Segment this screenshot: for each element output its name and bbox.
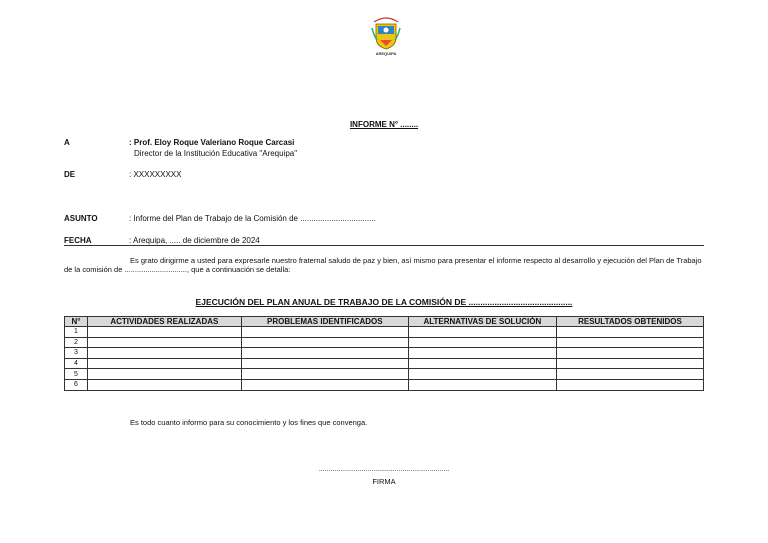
field-asunto-label: ASUNTO bbox=[64, 214, 98, 223]
col-header-number: N° bbox=[65, 317, 88, 327]
table-cell[interactable] bbox=[408, 369, 556, 380]
logo-caption: AREQUIPA bbox=[375, 51, 397, 56]
table-cell[interactable] bbox=[241, 327, 408, 338]
table-cell[interactable] bbox=[241, 337, 408, 348]
table-cell[interactable] bbox=[556, 369, 703, 380]
table-cell[interactable] bbox=[408, 348, 556, 359]
col-header-problems: PROBLEMAS IDENTIFICADOS bbox=[241, 317, 408, 327]
table-cell[interactable] bbox=[87, 337, 241, 348]
table-cell[interactable] bbox=[408, 327, 556, 338]
table-cell[interactable] bbox=[87, 348, 241, 359]
activities-table bbox=[64, 316, 704, 391]
row-number: 2 bbox=[65, 337, 88, 348]
body-paragraph bbox=[64, 256, 704, 274]
col-header-results: RESULTADOS OBTENIDOS bbox=[556, 317, 703, 327]
table-cell[interactable] bbox=[408, 379, 556, 390]
table-row bbox=[65, 358, 704, 369]
col-header-alternatives: ALTERNATIVAS DE SOLUCIÓN bbox=[408, 317, 556, 327]
table-header-row bbox=[65, 317, 704, 327]
table-cell[interactable] bbox=[556, 348, 703, 359]
field-fecha-value: : Arequipa, ..... de diciembre de 2024 bbox=[129, 236, 260, 245]
table-cell[interactable] bbox=[556, 337, 703, 348]
table-cell[interactable] bbox=[87, 358, 241, 369]
school-crest-icon bbox=[368, 14, 404, 58]
table-cell[interactable] bbox=[556, 379, 703, 390]
table-cell[interactable] bbox=[556, 327, 703, 338]
header-divider bbox=[64, 245, 704, 246]
table-row bbox=[65, 379, 704, 390]
row-number: 6 bbox=[65, 379, 88, 390]
field-a-value: : Prof. Eloy Roque Valeriano Roque Carcasi bbox=[129, 138, 295, 147]
col-header-activities: ACTIVIDADES REALIZADAS bbox=[87, 317, 241, 327]
field-a-subvalue: Director de la Institución Educativa "Arequipa" bbox=[134, 149, 298, 158]
table-row bbox=[65, 327, 704, 338]
row-number: 5 bbox=[65, 369, 88, 380]
table-cell[interactable] bbox=[241, 348, 408, 359]
closing-text: Es todo cuanto informo para su conocimiento y los fines que convenga. bbox=[130, 418, 368, 427]
table-row bbox=[65, 337, 704, 348]
table-cell[interactable] bbox=[241, 369, 408, 380]
table-cell[interactable] bbox=[556, 358, 703, 369]
signature-line: ................................................................... bbox=[318, 466, 450, 473]
table-row bbox=[65, 369, 704, 380]
document-title: INFORME N° ........ bbox=[349, 120, 419, 129]
table-title: EJECUCIÓN DEL PLAN ANUAL DE TRABAJO DE LA COMISIÓN DE ............................................ bbox=[195, 297, 573, 307]
field-fecha-label: FECHA bbox=[64, 236, 92, 245]
field-de-label: DE bbox=[64, 170, 76, 179]
table-cell[interactable] bbox=[241, 358, 408, 369]
table-cell[interactable] bbox=[408, 358, 556, 369]
row-number: 4 bbox=[65, 358, 88, 369]
signature-label: FIRMA bbox=[372, 477, 396, 486]
table-row bbox=[65, 348, 704, 359]
table-cell[interactable] bbox=[241, 379, 408, 390]
table-cell[interactable] bbox=[87, 379, 241, 390]
field-asunto-value: : Informe del Plan de Trabajo de la Comisión de .................................. bbox=[129, 214, 376, 223]
row-number: 1 bbox=[65, 327, 88, 338]
table-cell[interactable] bbox=[87, 327, 241, 338]
field-a-label: A bbox=[64, 138, 70, 147]
body-line-1: Es grato dirigirme a usted para expresarle nuestro fraternal saludo de paz y bien, así mismo para presentar el informe respecto al desarrollo y ejecución del Plan de Trabajo bbox=[130, 256, 702, 265]
table-cell[interactable] bbox=[408, 337, 556, 348]
table-cell[interactable] bbox=[87, 369, 241, 380]
field-de-value: : XXXXXXXXX bbox=[129, 170, 182, 179]
body-line-2: de la comisión de .............................., que a continuación se detalla: bbox=[64, 265, 291, 274]
row-number: 3 bbox=[65, 348, 88, 359]
